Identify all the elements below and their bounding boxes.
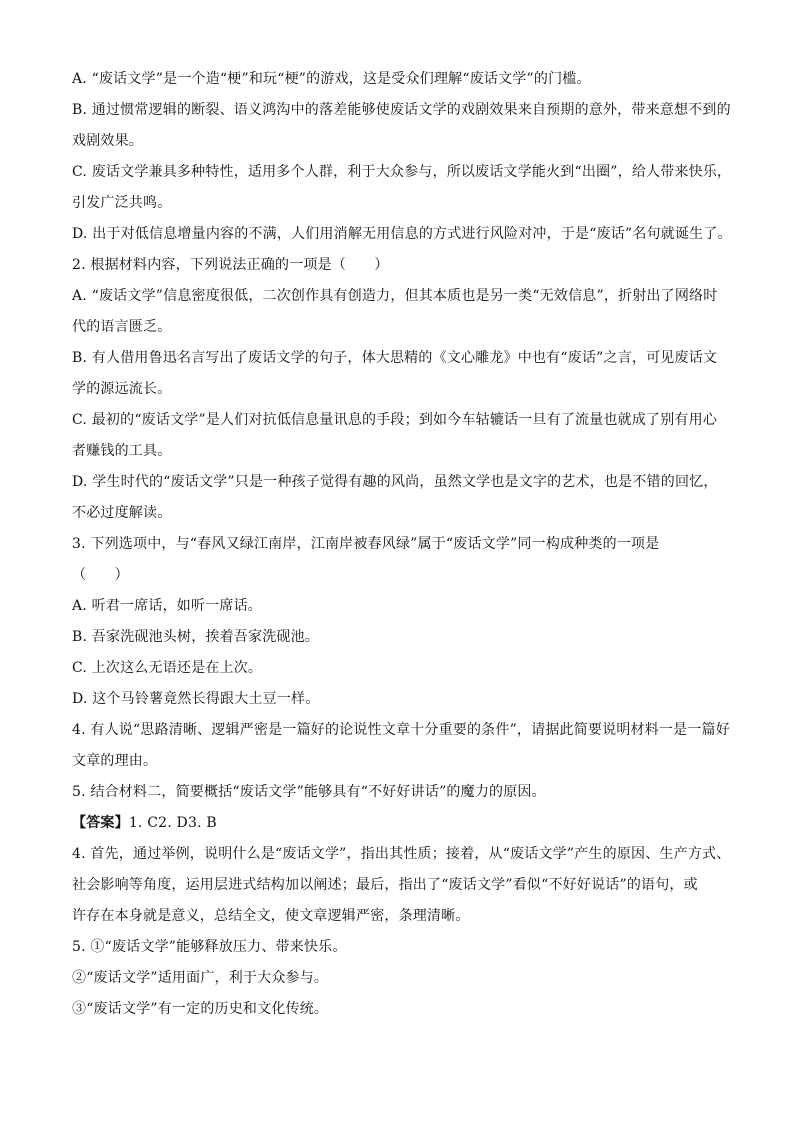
text-line: A. “废话文学”信息密度很低，二次创作具有创造力，但其本质也是另一类“无效信息”，折射出了网络时 bbox=[72, 288, 718, 304]
text-line: 4. 有人说“思路清晰、逻辑严密是一篇好的论说性文章十分重要的条件”，请据此简要说明材料一是一篇好 bbox=[72, 722, 730, 738]
text-line: 不必过度解读。 bbox=[72, 505, 172, 521]
text-line: 3. 下列选项中，与“春风又绿江南岸，江南岸被春风绿”属于“废话文学”同一构成种类的一项是 bbox=[72, 536, 660, 552]
text-line: B. 有人借用鲁迅名言写出了废话文学的句子，体大思精的《文心雕龙》中也有“废话”之言，可见废话文 bbox=[72, 350, 718, 366]
text-line: D. 这个马铃薯竟然长得跟大土豆一样。 bbox=[72, 691, 320, 707]
text-line: （ ） bbox=[72, 567, 129, 583]
text-line: C. 废话文学兼具多种特性，适用多个人群，利于大众参与，所以废话文学能火到“出圈”，给人带来快乐， bbox=[72, 164, 732, 180]
text-line: 2. 根据材料内容，下列说法正确的一项是（ ） bbox=[72, 257, 389, 273]
text-line: 社会影响等角度，运用层进式结构加以阐述；最后，指出了“废话文学”看似“不好好说话”的语句，或 bbox=[72, 877, 698, 893]
answer-text: 1. C2. D3. B bbox=[128, 815, 217, 831]
text-line: D. 学生时代的“废话文学”只是一种孩子觉得有趣的风尚，虽然文学也是文字的艺术，也是不错的回忆， bbox=[72, 474, 718, 490]
text-line: 引发广泛共鸣。 bbox=[72, 195, 172, 211]
answer-tag: 【答案】 bbox=[72, 815, 129, 831]
text-line: 5. ①“废话文学”能够释放压力、带来快乐。 bbox=[72, 939, 347, 955]
text-line: B. 通过惯常逻辑的断裂、语义鸿沟中的落差能够使废话文学的戏剧效果来自预期的意外，带来意想不到的 bbox=[72, 102, 731, 118]
text-line: C. 最初的“废话文学”是人们对抗低信息量讯息的手段；到如今车轱辘话一旦有了流量也就成了别有用心 bbox=[72, 412, 718, 428]
text-line: ③“废话文学”有一定的历史和文化传统。 bbox=[72, 1001, 329, 1017]
text-line: C. 上次这么无语还是在上次。 bbox=[72, 660, 263, 676]
answer-line bbox=[72, 808, 732, 839]
text-line: 5. 结合材料二，简要概括“废话文学”能够具有“不好好讲话”的魔力的原因。 bbox=[72, 784, 546, 800]
text-line: D. 出于对低信息增量内容的不满，人们用消解无用信息的方式进行风险对冲，于是“废话”名句就诞生了。 bbox=[72, 226, 732, 242]
text-line: 者赚钱的工具。 bbox=[72, 443, 172, 459]
text-line: ②“废话文学”适用面广，利于大众参与。 bbox=[72, 970, 329, 986]
text-line: 代的语言匮乏。 bbox=[72, 319, 172, 335]
text-line: 戏剧效果。 bbox=[72, 133, 143, 149]
text-line: A. “废话文学”是一个造“梗”和玩“梗”的游戏，这是受众们理解“废话文学”的门槛。 bbox=[72, 71, 591, 87]
text-line: 学的源远流长。 bbox=[72, 381, 172, 397]
text-line: 许存在本身就是意义，总结全文，使文章逻辑严密，条理清晰。 bbox=[72, 908, 470, 924]
document-body bbox=[72, 64, 732, 1025]
text-line: 4. 首先，通过举例，说明什么是“废话文学”，指出其性质；接着，从“废话文学”产生的原因、生产方式、 bbox=[72, 846, 731, 862]
text-line: A. 听君一席话，如听一席话。 bbox=[72, 598, 263, 614]
answer-explanation-lines bbox=[72, 839, 732, 1025]
question-lines bbox=[72, 64, 732, 808]
text-line: B. 吾家洗砚池头树，挨着吾家洗砚池。 bbox=[72, 629, 319, 645]
text-line: 文章的理由。 bbox=[72, 753, 158, 769]
